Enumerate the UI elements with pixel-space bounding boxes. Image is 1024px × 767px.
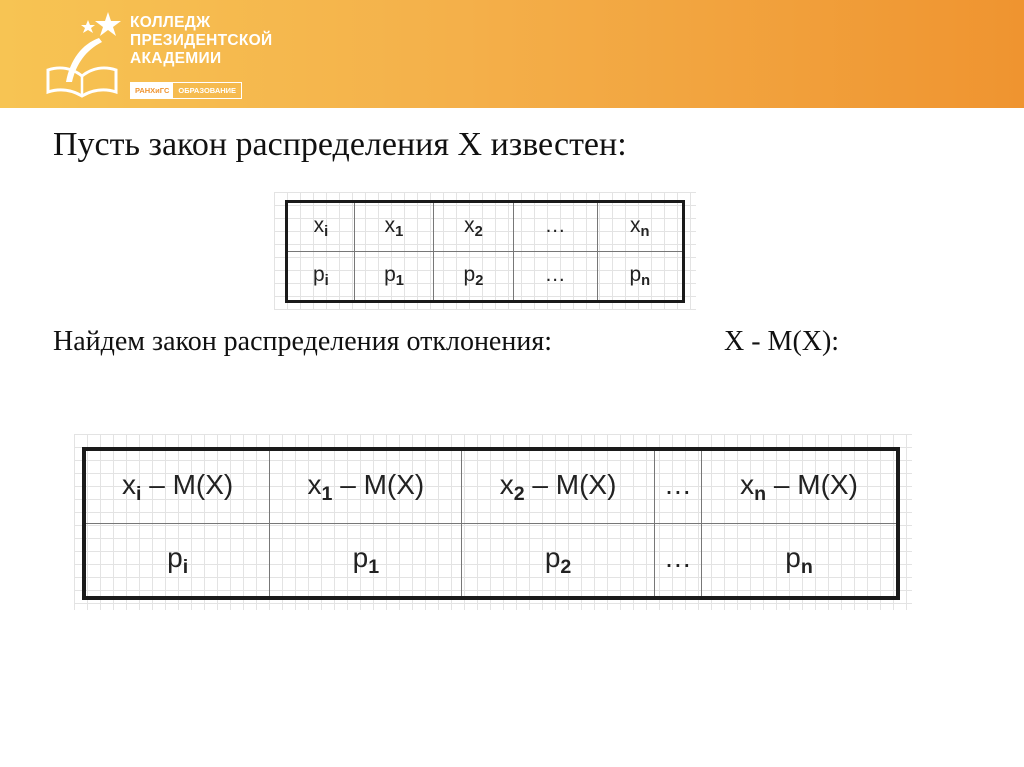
cell-base: x	[464, 214, 475, 237]
cell-sub: i	[136, 482, 142, 505]
table-cell	[354, 202, 433, 252]
logo-line: АКАДЕМИИ	[130, 50, 222, 67]
table-cell	[513, 252, 597, 302]
table-row-values	[287, 202, 684, 252]
cell-base: x	[122, 468, 137, 500]
table-cell	[434, 202, 513, 252]
cell-sub: 1	[321, 482, 333, 505]
table-cell	[462, 524, 654, 599]
cell-base: p	[352, 541, 369, 573]
table-cell	[270, 449, 462, 524]
cell-sub: 2	[560, 555, 572, 578]
cell-sub: n	[640, 224, 650, 240]
table-cell	[462, 449, 654, 524]
table-cell	[84, 449, 270, 524]
logo-line: ПРЕЗИДЕНТСКОЙ	[130, 32, 273, 49]
cell-tail: – M(X)	[141, 468, 234, 500]
table-cell	[270, 524, 462, 599]
logo-badge-right: ОБРАЗОВАНИЕ	[178, 86, 237, 95]
cell-sub: 1	[395, 224, 404, 240]
table-cell	[513, 202, 597, 252]
distribution-table-x	[285, 200, 685, 303]
table-row-probabilities	[287, 252, 684, 302]
table-row-probabilities	[84, 524, 898, 599]
table-cell	[354, 252, 433, 302]
logo-badge-left: РАНХиГС	[131, 83, 173, 98]
cell-sub: n	[800, 555, 813, 578]
cell-base: p	[312, 263, 325, 286]
cell-base: p	[785, 541, 801, 573]
logo-badge	[130, 82, 242, 99]
header-banner	[0, 0, 1024, 108]
cell-base: p	[384, 263, 396, 286]
logo-line: КОЛЛЕДЖ	[130, 14, 211, 31]
cell-sub: i	[182, 555, 189, 578]
slide-heading: Пусть закон распределения X известен:	[53, 126, 627, 163]
table-cell	[597, 252, 683, 302]
cell-base: p	[167, 541, 183, 573]
cell-sub: i	[324, 273, 329, 289]
slide-subheading: Найдем закон распределения отклонения:	[53, 326, 552, 357]
table-cell	[654, 524, 701, 599]
table-cell	[287, 202, 355, 252]
cell-base: …	[544, 214, 566, 237]
cell-base: p	[544, 541, 561, 573]
cell-base: …	[663, 541, 692, 573]
cell-sub: 2	[474, 224, 483, 240]
cell-sub: i	[324, 224, 329, 240]
cell-sub: 2	[475, 273, 484, 289]
cell-base: p	[463, 263, 476, 286]
cell-tail: – M(X)	[332, 468, 425, 500]
cell-sub: 1	[368, 555, 380, 578]
cell-sub: 2	[513, 482, 525, 505]
cell-base: …	[663, 468, 692, 500]
table-cell	[702, 524, 898, 599]
distribution-table-deviation	[82, 447, 900, 600]
cell-base: x	[740, 468, 755, 500]
cell-base: p	[629, 263, 642, 286]
cell-base: x	[499, 468, 514, 500]
cell-tail: – M(X)	[524, 468, 617, 500]
table-cell	[84, 524, 270, 599]
cell-tail: – M(X)	[766, 468, 858, 500]
logo-wordmark	[130, 14, 272, 68]
cell-base: x	[307, 468, 322, 500]
table-cell	[434, 252, 513, 302]
cell-base: x	[630, 214, 641, 237]
college-logo-icon	[44, 10, 124, 98]
cell-sub: n	[641, 273, 651, 289]
cell-base: …	[544, 263, 566, 286]
cell-base: x	[313, 214, 325, 237]
cell-base: x	[384, 214, 396, 237]
table-cell	[597, 202, 683, 252]
deviation-formula: X - M(X):	[724, 326, 840, 357]
table-row-values	[84, 449, 898, 524]
table-cell	[702, 449, 898, 524]
table-cell	[287, 252, 355, 302]
cell-sub: n	[754, 482, 767, 505]
cell-sub: 1	[395, 273, 404, 289]
table-cell	[654, 449, 701, 524]
